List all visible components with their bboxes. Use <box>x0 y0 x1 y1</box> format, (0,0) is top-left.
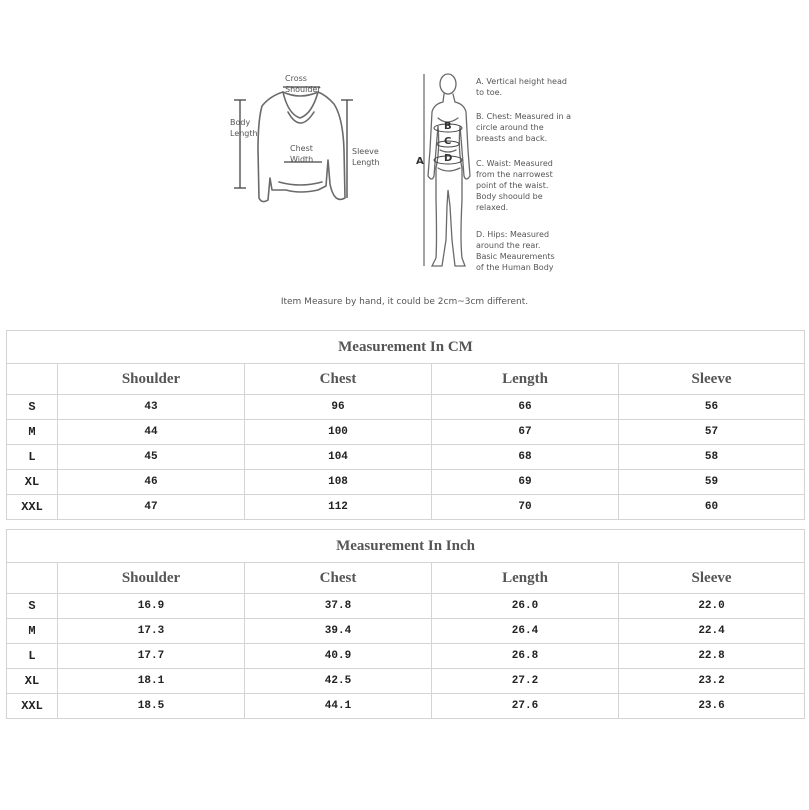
table-row <box>7 594 805 619</box>
table-cell: 108 <box>245 470 432 495</box>
table-cell: 66 <box>432 395 619 420</box>
letter-c: C <box>444 136 452 147</box>
table-cell: 22.8 <box>619 644 805 669</box>
table-cell: 100 <box>245 420 432 445</box>
table-cell: 17.7 <box>58 644 245 669</box>
note-c: C. Waist: Measured from the narrowest point of the waist. Body shoould be relaxed. <box>476 159 553 212</box>
column-header: Chest <box>245 563 432 594</box>
table-cell: 69 <box>432 470 619 495</box>
table-row <box>7 420 805 445</box>
letter-a: A <box>416 156 424 167</box>
column-header: Sleeve <box>619 364 805 395</box>
size-cell: XL <box>7 470 58 495</box>
column-header: Length <box>432 364 619 395</box>
table-cell: 56 <box>619 395 805 420</box>
column-header: Sleeve <box>619 563 805 594</box>
table-cell: 43 <box>58 395 245 420</box>
table-cell: 47 <box>58 495 245 520</box>
table-cell: 18.1 <box>58 669 245 694</box>
size-cell: L <box>7 445 58 470</box>
size-cell: XXL <box>7 495 58 520</box>
table-cell: 26.8 <box>432 644 619 669</box>
size-cell: M <box>7 619 58 644</box>
column-header <box>7 364 58 395</box>
table-cell: 39.4 <box>245 619 432 644</box>
table-cell: 112 <box>245 495 432 520</box>
table-cell: 16.9 <box>58 594 245 619</box>
table-cell: 40.9 <box>245 644 432 669</box>
garment-sketch <box>0 0 809 320</box>
note-a: A. Vertical height head to toe. <box>476 77 567 97</box>
table-cell: 96 <box>245 395 432 420</box>
size-cell: L <box>7 644 58 669</box>
table-title: Measurement In Inch <box>7 530 805 563</box>
table-row <box>7 669 805 694</box>
table-row <box>7 395 805 420</box>
table-cell: 42.5 <box>245 669 432 694</box>
table-cell: 44.1 <box>245 694 432 719</box>
table-cell: 104 <box>245 445 432 470</box>
table-cell: 58 <box>619 445 805 470</box>
note-b: B. Chest: Measured in a circle around the breasts and back. <box>476 112 572 143</box>
body-figure <box>428 74 470 266</box>
header-row <box>7 364 805 395</box>
column-header: Chest <box>245 364 432 395</box>
table-cell: 44 <box>58 420 245 445</box>
table-cell: 46 <box>58 470 245 495</box>
garment-hem <box>279 182 322 185</box>
sleeve-length-label: Sleeve Length <box>352 147 380 167</box>
cross-shoulder-label: Cross Shoulder <box>285 74 321 94</box>
size-cell: XXL <box>7 694 58 719</box>
table-row <box>7 445 805 470</box>
table-cell: 26.0 <box>432 594 619 619</box>
column-header: Length <box>432 563 619 594</box>
table-cell: 23.2 <box>619 669 805 694</box>
column-header: Shoulder <box>58 364 245 395</box>
letter-d: D <box>444 153 453 164</box>
column-header <box>7 563 58 594</box>
table-cell: 45 <box>58 445 245 470</box>
table-cell: 22.0 <box>619 594 805 619</box>
table-cell: 59 <box>619 470 805 495</box>
letter-b: B <box>444 121 452 132</box>
table-row <box>7 495 805 520</box>
size-cell: XL <box>7 669 58 694</box>
measure-note: Item Measure by hand, it could be 2cm~3cm different. <box>280 297 529 307</box>
table-row <box>7 694 805 719</box>
table-cell: 26.4 <box>432 619 619 644</box>
table-cell: 22.4 <box>619 619 805 644</box>
table-title: Measurement In CM <box>7 331 805 364</box>
table-cell: 70 <box>432 495 619 520</box>
size-cell: M <box>7 420 58 445</box>
table-row <box>7 619 805 644</box>
table-cell: 17.3 <box>58 619 245 644</box>
measurement-diagram <box>0 0 809 320</box>
size-table-cm <box>6 330 805 520</box>
chest-width-label: Chest Width <box>290 144 314 164</box>
size-cell: S <box>7 395 58 420</box>
table-cell: 27.2 <box>432 669 619 694</box>
table-cell: 27.6 <box>432 694 619 719</box>
size-cell: S <box>7 594 58 619</box>
table-row <box>7 644 805 669</box>
note-d: D. Hips: Measured around the rear. Basic Meaurements of the Human Body <box>476 230 555 272</box>
table-cell: 23.6 <box>619 694 805 719</box>
body-length-label: Body Length <box>230 118 258 138</box>
table-row <box>7 470 805 495</box>
table-cell: 60 <box>619 495 805 520</box>
size-table-inch <box>6 529 805 719</box>
table-cell: 68 <box>432 445 619 470</box>
header-row <box>7 563 805 594</box>
table-cell: 18.5 <box>58 694 245 719</box>
table-cell: 57 <box>619 420 805 445</box>
column-header: Shoulder <box>58 563 245 594</box>
table-cell: 67 <box>432 420 619 445</box>
table-cell: 37.8 <box>245 594 432 619</box>
